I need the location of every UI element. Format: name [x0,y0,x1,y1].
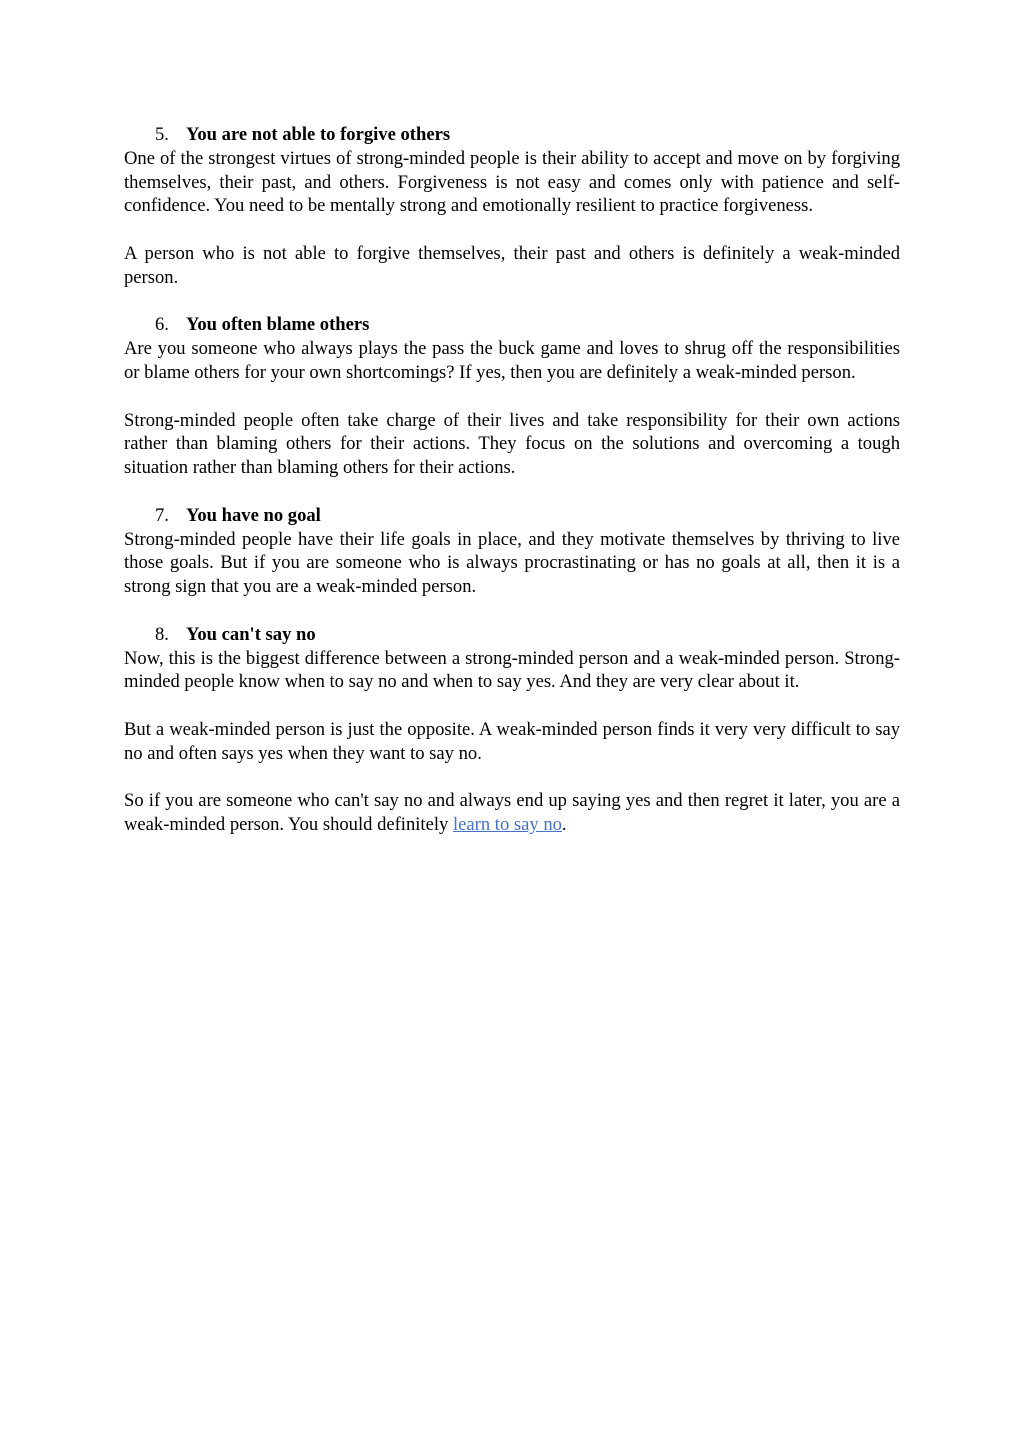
section-heading [124,623,900,647]
paragraph: But a weak-minded person is just the opposite. A weak-minded person finds it very very difficult to say no and often says yes when they want to say no. [124,718,900,764]
section-heading [124,313,900,337]
section-heading [124,123,900,147]
closing-paragraph [124,789,900,837]
section-5 [124,123,900,290]
section-number: 7. [155,504,169,526]
section-title: You have no goal [186,504,321,526]
section-7 [124,504,900,599]
learn-to-say-no-link[interactable]: learn to say no [452,814,562,836]
closing-period: . [561,814,567,836]
document-page [124,123,900,837]
section-title: You often blame others [186,314,370,336]
section-number: 5. [155,124,169,145]
paragraph: Are you someone who always plays the pass the buck game and loves to shrug off the responsibilities or blame others for your own shortcomings? If yes, then you are definitely a weak-minded person. [124,338,900,383]
paragraph: Strong-minded people often take charge of their lives and take responsibility for their own actions rather than blaming others for their actions. They focus on the solutions and overcoming a tough situation rather than blaming others for their actions. [124,409,900,479]
closing-text: So if you are someone who can't say no and always end up saying yes and then regret it later, you are a weak-minded person. You should definitely [124,790,900,836]
paragraph: One of the strongest virtues of strong-minded people is their ability to accept and move on by forgiving themselves, their past, and others. Forgiveness is not easy and comes only with patience and self-confidence. You need to be mentally strong and emotionally resilient to practice forgiveness. [124,147,900,217]
section-title: You are not able to forgive others [186,124,451,145]
section-title: You can't say no [186,623,316,645]
section-6 [124,313,900,480]
section-8 [124,623,900,837]
section-number: 8. [155,623,169,645]
section-number: 6. [155,314,169,336]
paragraph: A person who is not able to forgive themselves, their past and others is definitely a weak-minded person. [124,242,900,288]
paragraph: Now, this is the biggest difference between a strong-minded person and a weak-minded person. Strong-minded people know when to say no and when to say yes. And they are very clear about it. [124,647,900,693]
section-heading [124,504,900,528]
paragraph: Strong-minded people have their life goals in place, and they motivate themselves by thriving to live those goals. But if you are someone who is always procrastinating or has no goals at all, then it is a strong sign that you are a weak-minded person. [124,528,900,598]
